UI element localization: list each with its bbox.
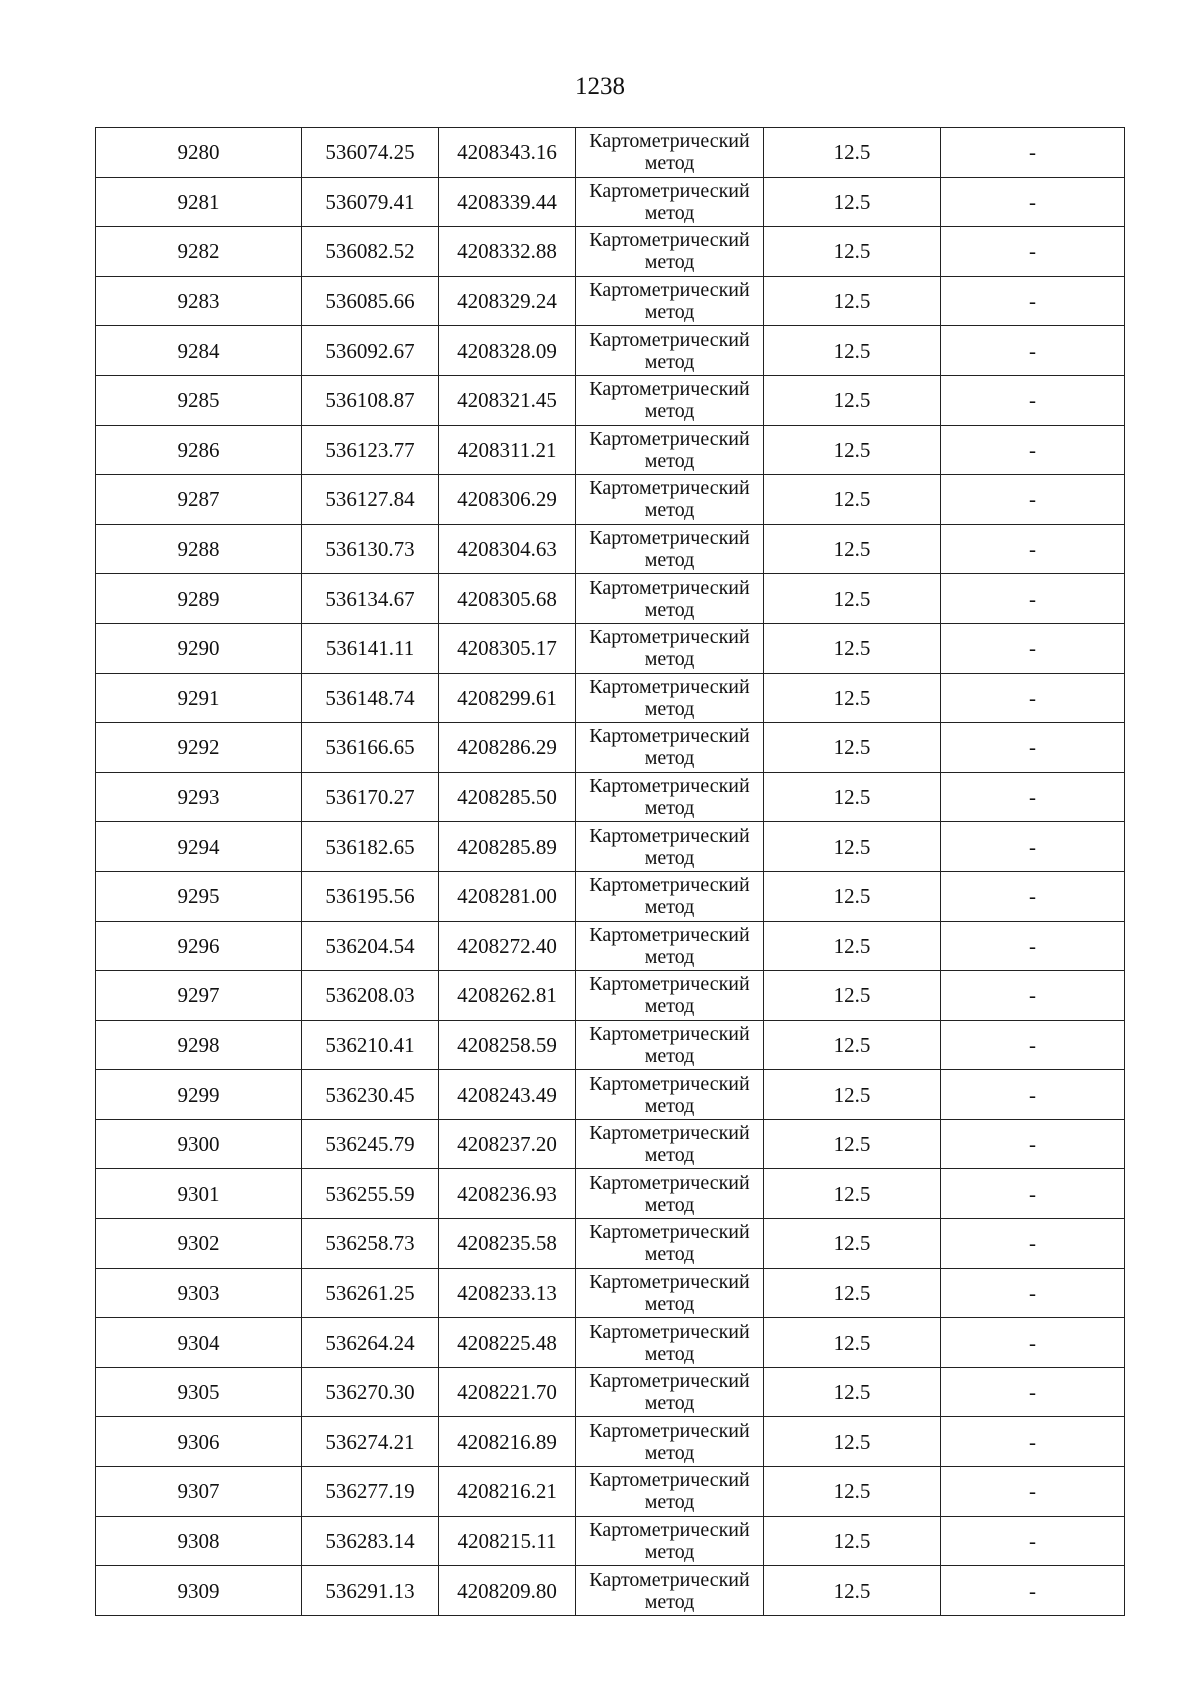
table-row bbox=[96, 1119, 1125, 1169]
accuracy-cell: 12.5 bbox=[764, 425, 941, 475]
note-cell: - bbox=[941, 326, 1125, 376]
table-row bbox=[96, 1219, 1125, 1269]
method-cell bbox=[576, 128, 764, 178]
note-cell: - bbox=[941, 177, 1125, 227]
point-id-cell: 9287 bbox=[96, 475, 302, 525]
page-number: 1238 bbox=[575, 73, 625, 100]
method-line-2: метод bbox=[644, 697, 695, 720]
point-id-cell: 9289 bbox=[96, 574, 302, 624]
method-line-2: метод bbox=[644, 549, 695, 572]
method-cell bbox=[576, 177, 764, 227]
method-line-1: Картометрический bbox=[589, 1072, 750, 1095]
table-row bbox=[96, 1070, 1125, 1120]
y-coordinate-cell: 4208237.20 bbox=[439, 1119, 576, 1169]
method-line-1: Картометрический bbox=[589, 378, 750, 401]
y-coordinate-cell: 4208285.50 bbox=[439, 772, 576, 822]
accuracy-cell: 12.5 bbox=[764, 128, 941, 178]
method-line-1: Картометрический bbox=[589, 279, 750, 302]
x-coordinate-cell: 536264.24 bbox=[302, 1318, 439, 1368]
table-row bbox=[96, 1417, 1125, 1467]
table-row bbox=[96, 1467, 1125, 1517]
method-cell bbox=[576, 673, 764, 723]
x-coordinate-cell: 536141.11 bbox=[302, 623, 439, 673]
x-coordinate-cell: 536255.59 bbox=[302, 1169, 439, 1219]
x-coordinate-cell: 536082.52 bbox=[302, 227, 439, 277]
accuracy-cell: 12.5 bbox=[764, 971, 941, 1021]
x-coordinate-cell: 536230.45 bbox=[302, 1070, 439, 1120]
accuracy-cell: 12.5 bbox=[764, 1467, 941, 1517]
method-line-2: метод bbox=[644, 896, 695, 919]
method-cell bbox=[576, 1417, 764, 1467]
note-cell: - bbox=[941, 375, 1125, 425]
method-line-2: метод bbox=[644, 251, 695, 274]
point-id-cell: 9290 bbox=[96, 623, 302, 673]
note-cell: - bbox=[941, 971, 1125, 1021]
method-line-1: Картометрический bbox=[589, 1419, 750, 1442]
y-coordinate-cell: 4208258.59 bbox=[439, 1020, 576, 1070]
accuracy-cell: 12.5 bbox=[764, 1070, 941, 1120]
point-id-cell: 9281 bbox=[96, 177, 302, 227]
method-line-2: метод bbox=[644, 1441, 695, 1464]
accuracy-cell: 12.5 bbox=[764, 1318, 941, 1368]
y-coordinate-cell: 4208236.93 bbox=[439, 1169, 576, 1219]
table-row bbox=[96, 971, 1125, 1021]
table-row bbox=[96, 276, 1125, 326]
table-row bbox=[96, 772, 1125, 822]
y-coordinate-cell: 4208286.29 bbox=[439, 723, 576, 773]
method-line-1: Картометрический bbox=[589, 1221, 750, 1244]
method-line-2: метод bbox=[644, 152, 695, 175]
point-id-cell: 9299 bbox=[96, 1070, 302, 1120]
accuracy-cell: 12.5 bbox=[764, 623, 941, 673]
method-cell bbox=[576, 524, 764, 574]
accuracy-cell: 12.5 bbox=[764, 822, 941, 872]
y-coordinate-cell: 4208339.44 bbox=[439, 177, 576, 227]
table-row bbox=[96, 475, 1125, 525]
method-line-1: Картометрический bbox=[589, 576, 750, 599]
x-coordinate-cell: 536182.65 bbox=[302, 822, 439, 872]
note-cell: - bbox=[941, 1169, 1125, 1219]
point-id-cell: 9280 bbox=[96, 128, 302, 178]
method-cell bbox=[576, 1367, 764, 1417]
method-line-1: Картометрический bbox=[589, 179, 750, 202]
method-cell bbox=[576, 772, 764, 822]
x-coordinate-cell: 536092.67 bbox=[302, 326, 439, 376]
method-cell bbox=[576, 623, 764, 673]
note-cell: - bbox=[941, 1516, 1125, 1566]
point-id-cell: 9309 bbox=[96, 1566, 302, 1616]
method-line-2: метод bbox=[644, 301, 695, 324]
method-line-1: Картометрический bbox=[589, 1320, 750, 1343]
point-id-cell: 9307 bbox=[96, 1467, 302, 1517]
note-cell: - bbox=[941, 623, 1125, 673]
method-cell bbox=[576, 1516, 764, 1566]
y-coordinate-cell: 4208321.45 bbox=[439, 375, 576, 425]
method-line-2: метод bbox=[644, 995, 695, 1018]
method-cell bbox=[576, 1020, 764, 1070]
x-coordinate-cell: 536127.84 bbox=[302, 475, 439, 525]
note-cell: - bbox=[941, 673, 1125, 723]
method-line-2: метод bbox=[644, 1144, 695, 1167]
method-line-1: Картометрический bbox=[589, 1518, 750, 1541]
point-id-cell: 9293 bbox=[96, 772, 302, 822]
accuracy-cell: 12.5 bbox=[764, 1169, 941, 1219]
method-line-2: метод bbox=[644, 350, 695, 373]
y-coordinate-cell: 4208304.63 bbox=[439, 524, 576, 574]
accuracy-cell: 12.5 bbox=[764, 1566, 941, 1616]
method-cell bbox=[576, 1119, 764, 1169]
point-id-cell: 9298 bbox=[96, 1020, 302, 1070]
point-id-cell: 9301 bbox=[96, 1169, 302, 1219]
table-row bbox=[96, 574, 1125, 624]
method-cell bbox=[576, 1070, 764, 1120]
accuracy-cell: 12.5 bbox=[764, 177, 941, 227]
method-line-1: Картометрический bbox=[589, 1568, 750, 1591]
method-line-1: Картометрический bbox=[589, 1122, 750, 1145]
table-row bbox=[96, 375, 1125, 425]
note-cell: - bbox=[941, 1467, 1125, 1517]
y-coordinate-cell: 4208306.29 bbox=[439, 475, 576, 525]
method-line-1: Картометрический bbox=[589, 1469, 750, 1492]
x-coordinate-cell: 536085.66 bbox=[302, 276, 439, 326]
point-id-cell: 9283 bbox=[96, 276, 302, 326]
x-coordinate-cell: 536074.25 bbox=[302, 128, 439, 178]
note-cell: - bbox=[941, 822, 1125, 872]
method-line-2: метод bbox=[644, 201, 695, 224]
method-line-2: метод bbox=[644, 449, 695, 472]
x-coordinate-cell: 536208.03 bbox=[302, 971, 439, 1021]
table-row bbox=[96, 921, 1125, 971]
method-line-1: Картометрический bbox=[589, 973, 750, 996]
method-line-2: метод bbox=[644, 648, 695, 671]
accuracy-cell: 12.5 bbox=[764, 1119, 941, 1169]
note-cell: - bbox=[941, 1367, 1125, 1417]
method-cell bbox=[576, 1566, 764, 1616]
accuracy-cell: 12.5 bbox=[764, 772, 941, 822]
method-cell bbox=[576, 375, 764, 425]
note-cell: - bbox=[941, 1020, 1125, 1070]
point-id-cell: 9305 bbox=[96, 1367, 302, 1417]
x-coordinate-cell: 536291.13 bbox=[302, 1566, 439, 1616]
method-line-1: Картометрический bbox=[589, 328, 750, 351]
method-line-1: Картометрический bbox=[589, 1270, 750, 1293]
x-coordinate-cell: 536123.77 bbox=[302, 425, 439, 475]
note-cell: - bbox=[941, 1070, 1125, 1120]
table-row bbox=[96, 326, 1125, 376]
method-line-2: метод bbox=[644, 400, 695, 423]
y-coordinate-cell: 4208343.16 bbox=[439, 128, 576, 178]
y-coordinate-cell: 4208235.58 bbox=[439, 1219, 576, 1269]
point-id-cell: 9295 bbox=[96, 871, 302, 921]
y-coordinate-cell: 4208221.70 bbox=[439, 1367, 576, 1417]
method-line-2: метод bbox=[644, 1491, 695, 1514]
accuracy-cell: 12.5 bbox=[764, 1268, 941, 1318]
method-line-2: метод bbox=[644, 1292, 695, 1315]
accuracy-cell: 12.5 bbox=[764, 1516, 941, 1566]
point-id-cell: 9291 bbox=[96, 673, 302, 723]
note-cell: - bbox=[941, 425, 1125, 475]
x-coordinate-cell: 536261.25 bbox=[302, 1268, 439, 1318]
table-row bbox=[96, 1566, 1125, 1616]
table-row bbox=[96, 1268, 1125, 1318]
point-id-cell: 9288 bbox=[96, 524, 302, 574]
accuracy-cell: 12.5 bbox=[764, 276, 941, 326]
point-id-cell: 9284 bbox=[96, 326, 302, 376]
note-cell: - bbox=[941, 524, 1125, 574]
method-line-1: Картометрический bbox=[589, 1171, 750, 1194]
table-row bbox=[96, 822, 1125, 872]
method-cell bbox=[576, 723, 764, 773]
method-line-1: Картометрический bbox=[589, 427, 750, 450]
method-line-1: Картометрический bbox=[589, 477, 750, 500]
table-row bbox=[96, 1020, 1125, 1070]
table-row bbox=[96, 425, 1125, 475]
note-cell: - bbox=[941, 276, 1125, 326]
accuracy-cell: 12.5 bbox=[764, 326, 941, 376]
method-cell bbox=[576, 425, 764, 475]
method-line-2: метод bbox=[644, 1590, 695, 1613]
note-cell: - bbox=[941, 128, 1125, 178]
point-id-cell: 9294 bbox=[96, 822, 302, 872]
y-coordinate-cell: 4208262.81 bbox=[439, 971, 576, 1021]
table-row bbox=[96, 673, 1125, 723]
y-coordinate-cell: 4208272.40 bbox=[439, 921, 576, 971]
note-cell: - bbox=[941, 772, 1125, 822]
note-cell: - bbox=[941, 1417, 1125, 1467]
accuracy-cell: 12.5 bbox=[764, 871, 941, 921]
method-line-1: Картометрический bbox=[589, 775, 750, 798]
table-row bbox=[96, 524, 1125, 574]
table-row bbox=[96, 623, 1125, 673]
accuracy-cell: 12.5 bbox=[764, 723, 941, 773]
point-id-cell: 9304 bbox=[96, 1318, 302, 1368]
method-line-1: Картометрический bbox=[589, 824, 750, 847]
accuracy-cell: 12.5 bbox=[764, 574, 941, 624]
y-coordinate-cell: 4208305.17 bbox=[439, 623, 576, 673]
y-coordinate-cell: 4208209.80 bbox=[439, 1566, 576, 1616]
method-line-1: Картометрический bbox=[589, 229, 750, 252]
table-row bbox=[96, 1318, 1125, 1368]
x-coordinate-cell: 536245.79 bbox=[302, 1119, 439, 1169]
method-line-1: Картометрический bbox=[589, 527, 750, 550]
x-coordinate-cell: 536277.19 bbox=[302, 1467, 439, 1517]
table-row bbox=[96, 227, 1125, 277]
table-row bbox=[96, 871, 1125, 921]
accuracy-cell: 12.5 bbox=[764, 1219, 941, 1269]
y-coordinate-cell: 4208243.49 bbox=[439, 1070, 576, 1120]
note-cell: - bbox=[941, 1318, 1125, 1368]
method-line-1: Картометрический bbox=[589, 675, 750, 698]
method-line-2: метод bbox=[644, 1044, 695, 1067]
x-coordinate-cell: 536130.73 bbox=[302, 524, 439, 574]
point-id-cell: 9303 bbox=[96, 1268, 302, 1318]
table-row bbox=[96, 1367, 1125, 1417]
method-cell bbox=[576, 1268, 764, 1318]
point-id-cell: 9306 bbox=[96, 1417, 302, 1467]
accuracy-cell: 12.5 bbox=[764, 921, 941, 971]
method-cell bbox=[576, 1318, 764, 1368]
x-coordinate-cell: 536166.65 bbox=[302, 723, 439, 773]
y-coordinate-cell: 4208233.13 bbox=[439, 1268, 576, 1318]
y-coordinate-cell: 4208216.21 bbox=[439, 1467, 576, 1517]
method-line-2: метод bbox=[644, 747, 695, 770]
y-coordinate-cell: 4208281.00 bbox=[439, 871, 576, 921]
method-cell bbox=[576, 1219, 764, 1269]
method-cell bbox=[576, 276, 764, 326]
method-line-2: метод bbox=[644, 1243, 695, 1266]
method-cell bbox=[576, 1467, 764, 1517]
x-coordinate-cell: 536210.41 bbox=[302, 1020, 439, 1070]
table-row bbox=[96, 723, 1125, 773]
accuracy-cell: 12.5 bbox=[764, 475, 941, 525]
x-coordinate-cell: 536204.54 bbox=[302, 921, 439, 971]
accuracy-cell: 12.5 bbox=[764, 524, 941, 574]
y-coordinate-cell: 4208215.11 bbox=[439, 1516, 576, 1566]
method-line-2: метод bbox=[644, 598, 695, 621]
y-coordinate-cell: 4208311.21 bbox=[439, 425, 576, 475]
method-line-2: метод bbox=[644, 945, 695, 968]
point-id-cell: 9297 bbox=[96, 971, 302, 1021]
method-line-1: Картометрический bbox=[589, 923, 750, 946]
method-cell bbox=[576, 1169, 764, 1219]
note-cell: - bbox=[941, 723, 1125, 773]
method-cell bbox=[576, 574, 764, 624]
y-coordinate-cell: 4208328.09 bbox=[439, 326, 576, 376]
point-id-cell: 9292 bbox=[96, 723, 302, 773]
method-line-1: Картометрический bbox=[589, 874, 750, 897]
accuracy-cell: 12.5 bbox=[764, 673, 941, 723]
point-id-cell: 9302 bbox=[96, 1219, 302, 1269]
accuracy-cell: 12.5 bbox=[764, 1020, 941, 1070]
y-coordinate-cell: 4208216.89 bbox=[439, 1417, 576, 1467]
coordinates-table bbox=[95, 127, 1125, 1616]
note-cell: - bbox=[941, 871, 1125, 921]
table-row bbox=[96, 128, 1125, 178]
method-cell bbox=[576, 326, 764, 376]
method-line-1: Картометрический bbox=[589, 1022, 750, 1045]
method-line-1: Картометрический bbox=[589, 725, 750, 748]
x-coordinate-cell: 536079.41 bbox=[302, 177, 439, 227]
table-row bbox=[96, 1169, 1125, 1219]
point-id-cell: 9296 bbox=[96, 921, 302, 971]
method-cell bbox=[576, 921, 764, 971]
method-line-2: метод bbox=[644, 1342, 695, 1365]
note-cell: - bbox=[941, 1119, 1125, 1169]
note-cell: - bbox=[941, 475, 1125, 525]
accuracy-cell: 12.5 bbox=[764, 227, 941, 277]
y-coordinate-cell: 4208225.48 bbox=[439, 1318, 576, 1368]
note-cell: - bbox=[941, 1268, 1125, 1318]
x-coordinate-cell: 536283.14 bbox=[302, 1516, 439, 1566]
x-coordinate-cell: 536258.73 bbox=[302, 1219, 439, 1269]
accuracy-cell: 12.5 bbox=[764, 375, 941, 425]
x-coordinate-cell: 536108.87 bbox=[302, 375, 439, 425]
method-cell bbox=[576, 871, 764, 921]
method-line-2: метод bbox=[644, 1193, 695, 1216]
y-coordinate-cell: 4208329.24 bbox=[439, 276, 576, 326]
note-cell: - bbox=[941, 1219, 1125, 1269]
point-id-cell: 9286 bbox=[96, 425, 302, 475]
point-id-cell: 9300 bbox=[96, 1119, 302, 1169]
accuracy-cell: 12.5 bbox=[764, 1367, 941, 1417]
point-id-cell: 9308 bbox=[96, 1516, 302, 1566]
method-line-2: метод bbox=[644, 797, 695, 820]
method-cell bbox=[576, 475, 764, 525]
method-line-2: метод bbox=[644, 1540, 695, 1563]
method-line-2: метод bbox=[644, 499, 695, 522]
table-row bbox=[96, 1516, 1125, 1566]
method-line-2: метод bbox=[644, 1094, 695, 1117]
note-cell: - bbox=[941, 921, 1125, 971]
point-id-cell: 9282 bbox=[96, 227, 302, 277]
method-line-1: Картометрический bbox=[589, 130, 750, 153]
y-coordinate-cell: 4208332.88 bbox=[439, 227, 576, 277]
x-coordinate-cell: 536270.30 bbox=[302, 1367, 439, 1417]
method-line-2: метод bbox=[644, 1392, 695, 1415]
method-cell bbox=[576, 227, 764, 277]
method-cell bbox=[576, 822, 764, 872]
method-line-1: Картометрический bbox=[589, 1370, 750, 1393]
y-coordinate-cell: 4208299.61 bbox=[439, 673, 576, 723]
point-id-cell: 9285 bbox=[96, 375, 302, 425]
method-line-2: метод bbox=[644, 846, 695, 869]
note-cell: - bbox=[941, 574, 1125, 624]
method-cell bbox=[576, 971, 764, 1021]
x-coordinate-cell: 536170.27 bbox=[302, 772, 439, 822]
accuracy-cell: 12.5 bbox=[764, 1417, 941, 1467]
x-coordinate-cell: 536148.74 bbox=[302, 673, 439, 723]
coordinates-table-body bbox=[96, 128, 1125, 1616]
x-coordinate-cell: 536134.67 bbox=[302, 574, 439, 624]
note-cell: - bbox=[941, 227, 1125, 277]
x-coordinate-cell: 536274.21 bbox=[302, 1417, 439, 1467]
method-line-1: Картометрический bbox=[589, 626, 750, 649]
y-coordinate-cell: 4208305.68 bbox=[439, 574, 576, 624]
y-coordinate-cell: 4208285.89 bbox=[439, 822, 576, 872]
note-cell: - bbox=[941, 1566, 1125, 1616]
table-row bbox=[96, 177, 1125, 227]
x-coordinate-cell: 536195.56 bbox=[302, 871, 439, 921]
